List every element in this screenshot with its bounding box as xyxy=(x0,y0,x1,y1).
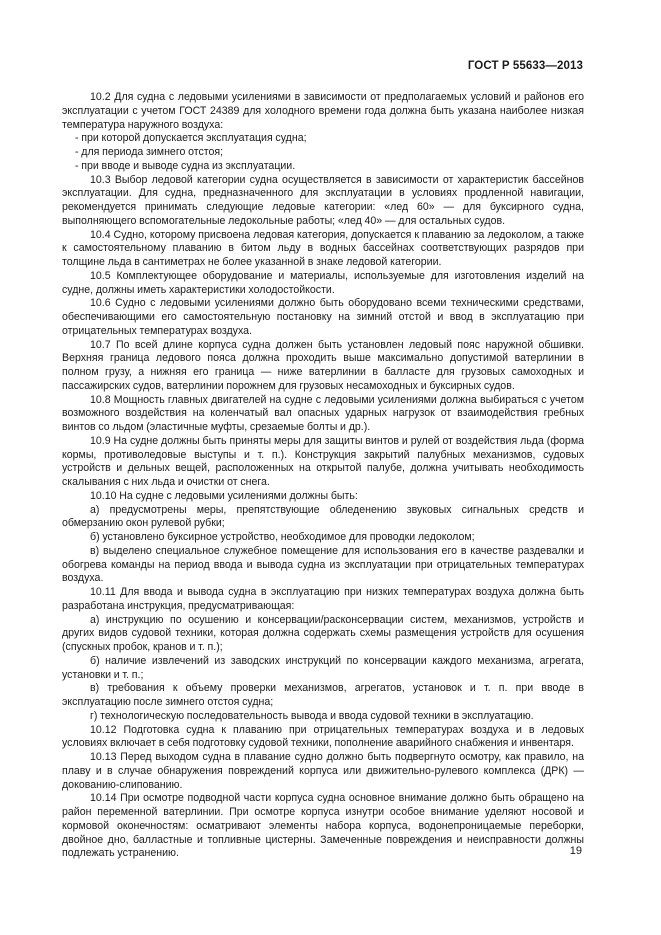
paragraph: 10.8 Мощность главных двигателей на судне с ледовыми усилениями должна выбираться с учетом возможного воздействия на коленчатый вал опасных ударных нагрузок от взаимодействия гребных винтов со льдом (эластичные муфты, срезаемые болты и др.). xyxy=(62,393,584,433)
paragraph: 10.4 Судно, которому присвоена ледовая категория, допускается к плаванию за ледоколом, а также к самостоятельному плаванию в битом льду в водных бассейнах соответствующих разрядов при толщине льда в сантиметрах не более указанной в знаке ледовой категории. xyxy=(62,228,584,268)
paragraph: 10.5 Комплектующее оборудование и материалы, используемые для изготовления изделий на судне, должны иметь характеристики холодостойкости. xyxy=(62,269,584,296)
list-item: - при вводе и выводе судна из эксплуатации. xyxy=(75,159,296,172)
paragraph: 10.10 На судне с ледовыми усилениями должны быть: xyxy=(90,489,358,502)
page-number: 19 xyxy=(569,845,582,857)
paragraph: а) предусмотрены меры, препятствующие обледенению звуковых сигнальных средств и обмерзанию окон рулевой рубки; xyxy=(62,503,584,530)
standard-designation: ГОСТ Р 55633—2013 xyxy=(467,60,583,72)
paragraph: 10.2 Для судна с ледовыми усилениями в зависимости от предполагаемых условий и районов его эксплуатации с учетом ГОСТ 24389 для холодного времени года должна быть указана наиболее низкая температура наружного воздуха: xyxy=(62,91,584,131)
paragraph: 10.3 Выбор ледовой категории судна осуществляется в зависимости от характеристик бассейнов эксплуатации. Для судна, предназначенного для эксплуатации в условиях продленной навигации, рекомендуется принимать следующие ледовые категории: «лед 60» — для буксирного судна, выполняющего вспомогательные ледокольные работы; «лед 40» — для остальных судов. xyxy=(62,173,584,227)
paragraph: б) установлено буксирное устройство, необходимое для проводки ледоколом; xyxy=(90,531,475,543)
paragraph: 10.6 Судно с ледовыми усилениями должно быть оборудовано всеми техническими средствами, обеспечивающими его самостоятельную постановку на зимний отстой и ввод в эксплуатацию при отрицательных температурах воздуха. xyxy=(62,297,584,337)
paragraph: г) технологическую последовательность вывода и ввода судовой техники в эксплуатацию. xyxy=(90,709,534,722)
paragraph: 10.9 На судне должны быть приняты меры для защиты винтов и рулей от воздействия льда (форма кормы, противоледовые выступы и т. п.). Конструкция закрытий палубных механизмов, судовых устройств и дельных вещей, расположенных на открытой палубе, должна учитывать необходимость скалывания с них льда и очистки от снега. xyxy=(62,434,584,488)
paragraph: 10.13 Перед выходом судна в плавание судно должно быть подвергнуто осмотру, как правило, на плаву и в случае обнаружения повреждений корпуса или движительно-рулевого комплекса (ДРК) — докованию-слипованию. xyxy=(62,751,584,791)
body-text xyxy=(62,91,584,861)
list-item: - для периода зимнего отстоя; xyxy=(75,146,224,158)
paragraph: 10.11 Для ввода и вывода судна в эксплуатацию при низких температурах воздуха должна быть разработана инструкция, предусматривающая: xyxy=(62,586,584,612)
paragraph: в) выделено специальное служебное помещение для использования его в качестве раздевалки и обогрева команды на период ввода и вывода судна из эксплуатации при отрицательных температурах воздуха. xyxy=(62,544,584,585)
paragraph: 10.12 Подготовка судна к плаванию при отрицательных температурах воздуха и в ледовых условиях включает в себя подготовку судовой техники, пополнение аварийного снабжения и инвентаря. xyxy=(62,723,584,750)
list-item: - при которой допускается эксплуатация судна; xyxy=(75,132,307,145)
paragraph: а) инструкцию по осушению и консервации/расконсервации систем, механизмов, устройств и других видов судовой техники, которая должна содержать схемы размещения устройств для осушения (спускных пробок, кранов и т. п.); xyxy=(62,613,584,653)
paragraph: 10.14 При осмотре подводной части корпуса судна основное внимание должно быть обращено на район переменной ватерлинии. При осмотре корпуса изнутри особое внимание уделяют носовой и кормовой оконечностям: осматривают элементы набора корпуса, водонепроницаемые переборки, двойное дно, балластные и топливные цистерны. Замеченные повреждения и неисправности должны подлежать устранению. xyxy=(62,792,584,860)
paragraph: в) требования к объему проверки механизмов, агрегатов, установок и т. п. при вводе в эксплуатацию после зимнего отстоя судна; xyxy=(62,682,584,708)
paragraph: 10.7 По всей длине корпуса судна должен быть установлен ледовый пояс наружной обшивки. Верхняя граница ледового пояса должна проходить выше максимально допустимой ватерлинии в полном грузу, а нижняя его граница — ниже ватерлинии в балласте для грузовых самоходных и пассажирских судов, ватерлинии порожнем для грузовых несамоходных и буксирных судов. xyxy=(62,338,584,392)
paragraph: б) наличие извлечений из заводских инструкций по консервации каждого механизма, агрегата, установки и т. п.; xyxy=(62,654,584,681)
